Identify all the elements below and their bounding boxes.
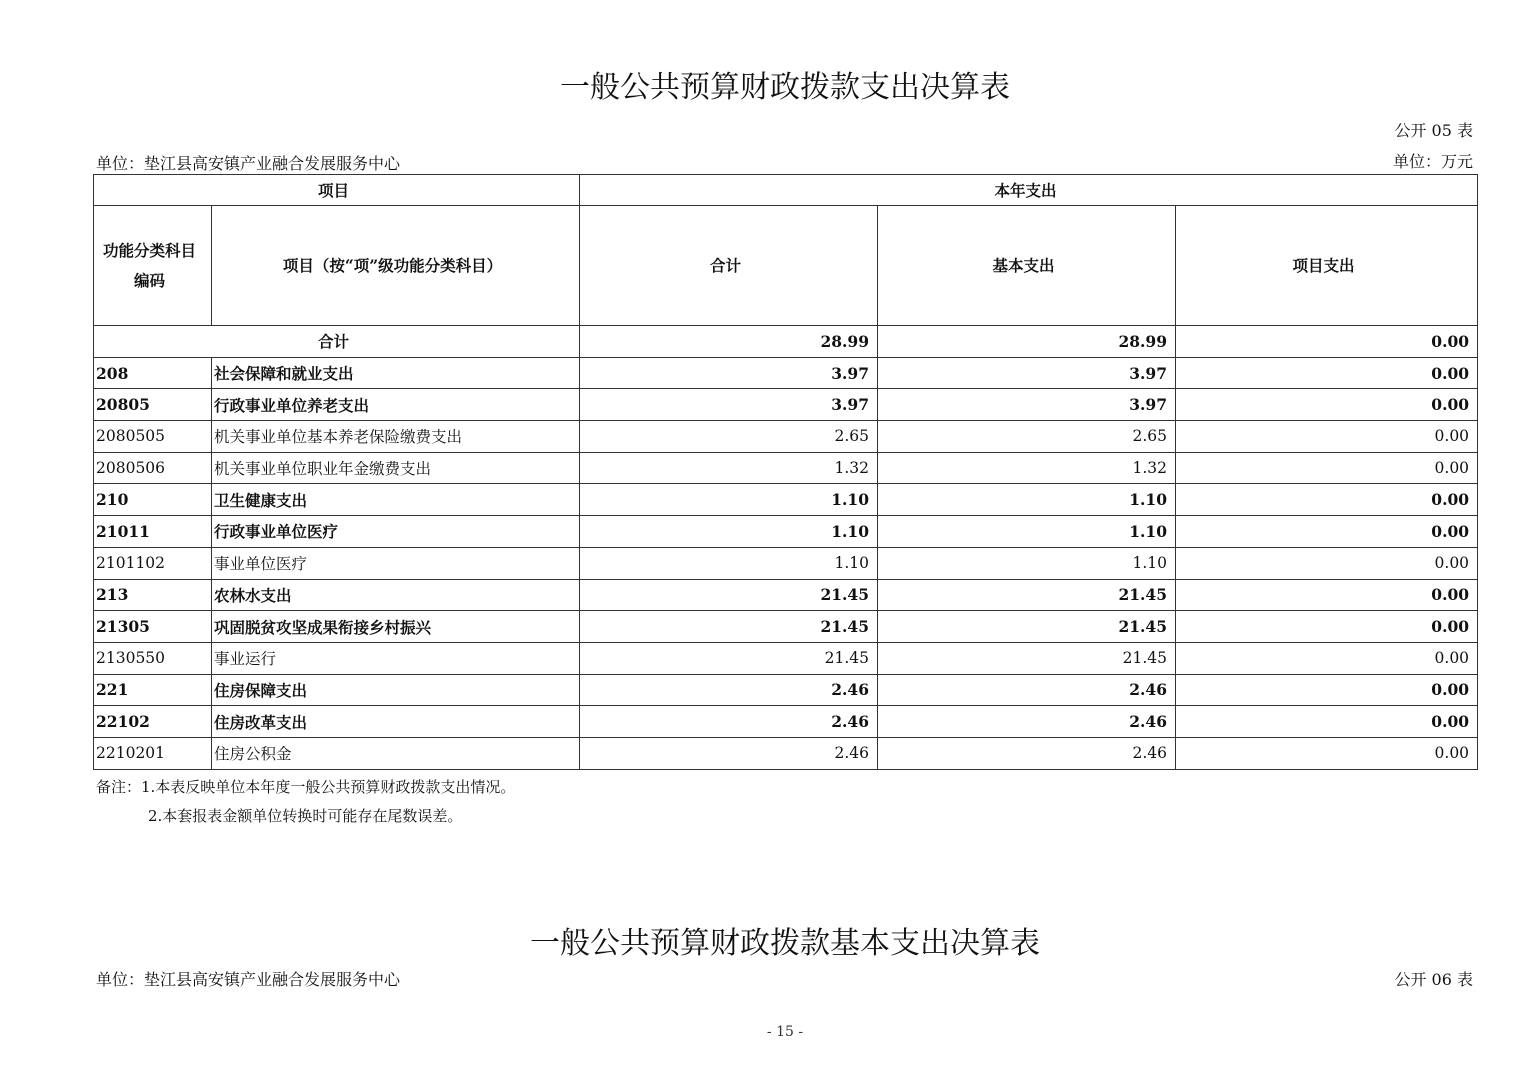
header-code: 功能分类科目编码 bbox=[94, 206, 212, 326]
row-code: 20805 bbox=[94, 389, 212, 421]
row-total: 3.97 bbox=[580, 389, 878, 421]
row-basic: 3.97 bbox=[878, 389, 1176, 421]
table-row bbox=[94, 389, 1478, 421]
row-total: 21.45 bbox=[580, 611, 878, 643]
row-project: 0.00 bbox=[1176, 357, 1478, 389]
row-basic: 2.46 bbox=[878, 674, 1176, 706]
row-project: 0.00 bbox=[1176, 547, 1478, 579]
row-name: 巩固脱贫攻坚成果衔接乡村振兴 bbox=[212, 611, 580, 643]
row-code: 2080506 bbox=[94, 452, 212, 484]
table-row bbox=[94, 452, 1478, 484]
table2-unit-organization: 单位：垫江县高安镇产业融合发展服务中心 bbox=[96, 970, 401, 989]
row-basic: 2.65 bbox=[878, 421, 1176, 453]
row-project: 0.00 bbox=[1176, 611, 1478, 643]
header-basic: 基本支出 bbox=[878, 206, 1176, 326]
row-project: 0.00 bbox=[1176, 674, 1478, 706]
row-total: 21.45 bbox=[580, 579, 878, 611]
table-row bbox=[94, 706, 1478, 738]
row-basic: 3.97 bbox=[878, 357, 1176, 389]
row-code: 22102 bbox=[94, 706, 212, 738]
row-name: 行政事业单位医疗 bbox=[212, 516, 580, 548]
row-total: 21.45 bbox=[580, 642, 878, 674]
row-name: 机关事业单位基本养老保险缴费支出 bbox=[212, 421, 580, 453]
row-code: 213 bbox=[94, 579, 212, 611]
row-total: 1.10 bbox=[580, 484, 878, 516]
row-basic: 21.45 bbox=[878, 642, 1176, 674]
row-total: 1.10 bbox=[580, 547, 878, 579]
row-project: 0.00 bbox=[1176, 642, 1478, 674]
header-current-year: 本年支出 bbox=[580, 175, 1478, 206]
row-name: 机关事业单位职业年金缴费支出 bbox=[212, 452, 580, 484]
row-total: 1.32 bbox=[580, 452, 878, 484]
row-name: 住房改革支出 bbox=[212, 706, 580, 738]
row-name: 住房公积金 bbox=[212, 737, 580, 769]
row-project: 0.00 bbox=[1176, 516, 1478, 548]
row-name: 事业单位医疗 bbox=[212, 547, 580, 579]
table-row bbox=[94, 357, 1478, 389]
row-code: 2210201 bbox=[94, 737, 212, 769]
row-project: 0.00 bbox=[1176, 389, 1478, 421]
row-code: 208 bbox=[94, 357, 212, 389]
row-total: 2.65 bbox=[580, 421, 878, 453]
row-total: 1.10 bbox=[580, 516, 878, 548]
row-project: 0.00 bbox=[1176, 484, 1478, 516]
total-row bbox=[94, 326, 1478, 358]
header-row-2 bbox=[94, 206, 1478, 326]
row-basic: 1.10 bbox=[878, 516, 1176, 548]
header-row-1 bbox=[94, 175, 1478, 206]
row-project: 0.00 bbox=[1176, 452, 1478, 484]
total-project: 0.00 bbox=[1176, 326, 1478, 358]
header-total: 合计 bbox=[580, 206, 878, 326]
row-project: 0.00 bbox=[1176, 421, 1478, 453]
row-code: 21305 bbox=[94, 611, 212, 643]
table2-title: 一般公共预算财政拨款基本支出决算表 bbox=[530, 926, 1040, 961]
table1-unit-organization: 单位：垫江县高安镇产业融合发展服务中心 bbox=[96, 154, 401, 173]
total-basic: 28.99 bbox=[878, 326, 1176, 358]
row-code: 221 bbox=[94, 674, 212, 706]
row-basic: 1.10 bbox=[878, 547, 1176, 579]
total-label: 合计 bbox=[94, 326, 580, 358]
table-row bbox=[94, 611, 1478, 643]
budget-expenditure-table bbox=[93, 174, 1478, 770]
table1-form-number: 公开 05 表 bbox=[1394, 121, 1473, 140]
table1-note-2: 2.本套报表金额单位转换时可能存在尾数误差。 bbox=[148, 807, 463, 825]
row-total: 2.46 bbox=[580, 706, 878, 738]
page-number: - 15 - bbox=[766, 1024, 804, 1040]
header-project: 项目 bbox=[94, 175, 580, 206]
row-name: 社会保障和就业支出 bbox=[212, 357, 580, 389]
row-code: 210 bbox=[94, 484, 212, 516]
row-basic: 21.45 bbox=[878, 579, 1176, 611]
row-basic: 2.46 bbox=[878, 737, 1176, 769]
row-code: 21011 bbox=[94, 516, 212, 548]
table-row bbox=[94, 737, 1478, 769]
row-name: 农林水支出 bbox=[212, 579, 580, 611]
row-name: 事业运行 bbox=[212, 642, 580, 674]
row-name: 住房保障支出 bbox=[212, 674, 580, 706]
table-row bbox=[94, 579, 1478, 611]
table1-note-1: 备注：1.本表反映单位本年度一般公共预算财政拨款支出情况。 bbox=[96, 778, 516, 796]
header-project-exp: 项目支出 bbox=[1176, 206, 1478, 326]
table-row bbox=[94, 674, 1478, 706]
row-project: 0.00 bbox=[1176, 579, 1478, 611]
row-project: 0.00 bbox=[1176, 706, 1478, 738]
table1-unit-money: 单位：万元 bbox=[1392, 152, 1473, 171]
row-name: 行政事业单位养老支出 bbox=[212, 389, 580, 421]
total-total: 28.99 bbox=[580, 326, 878, 358]
row-code: 2080505 bbox=[94, 421, 212, 453]
row-total: 3.97 bbox=[580, 357, 878, 389]
table-row bbox=[94, 421, 1478, 453]
row-basic: 1.10 bbox=[878, 484, 1176, 516]
row-total: 2.46 bbox=[580, 674, 878, 706]
header-item-name: 项目（按“项”级功能分类科目） bbox=[212, 206, 580, 326]
row-project: 0.00 bbox=[1176, 737, 1478, 769]
row-code: 2101102 bbox=[94, 547, 212, 579]
row-basic: 2.46 bbox=[878, 706, 1176, 738]
table1-title: 一般公共预算财政拨款支出决算表 bbox=[560, 70, 1010, 105]
row-name: 卫生健康支出 bbox=[212, 484, 580, 516]
table-row bbox=[94, 547, 1478, 579]
table-row bbox=[94, 484, 1478, 516]
row-basic: 21.45 bbox=[878, 611, 1176, 643]
row-code: 2130550 bbox=[94, 642, 212, 674]
row-total: 2.46 bbox=[580, 737, 878, 769]
table2-form-number: 公开 06 表 bbox=[1394, 970, 1473, 989]
table-row bbox=[94, 516, 1478, 548]
table-row bbox=[94, 642, 1478, 674]
row-basic: 1.32 bbox=[878, 452, 1176, 484]
